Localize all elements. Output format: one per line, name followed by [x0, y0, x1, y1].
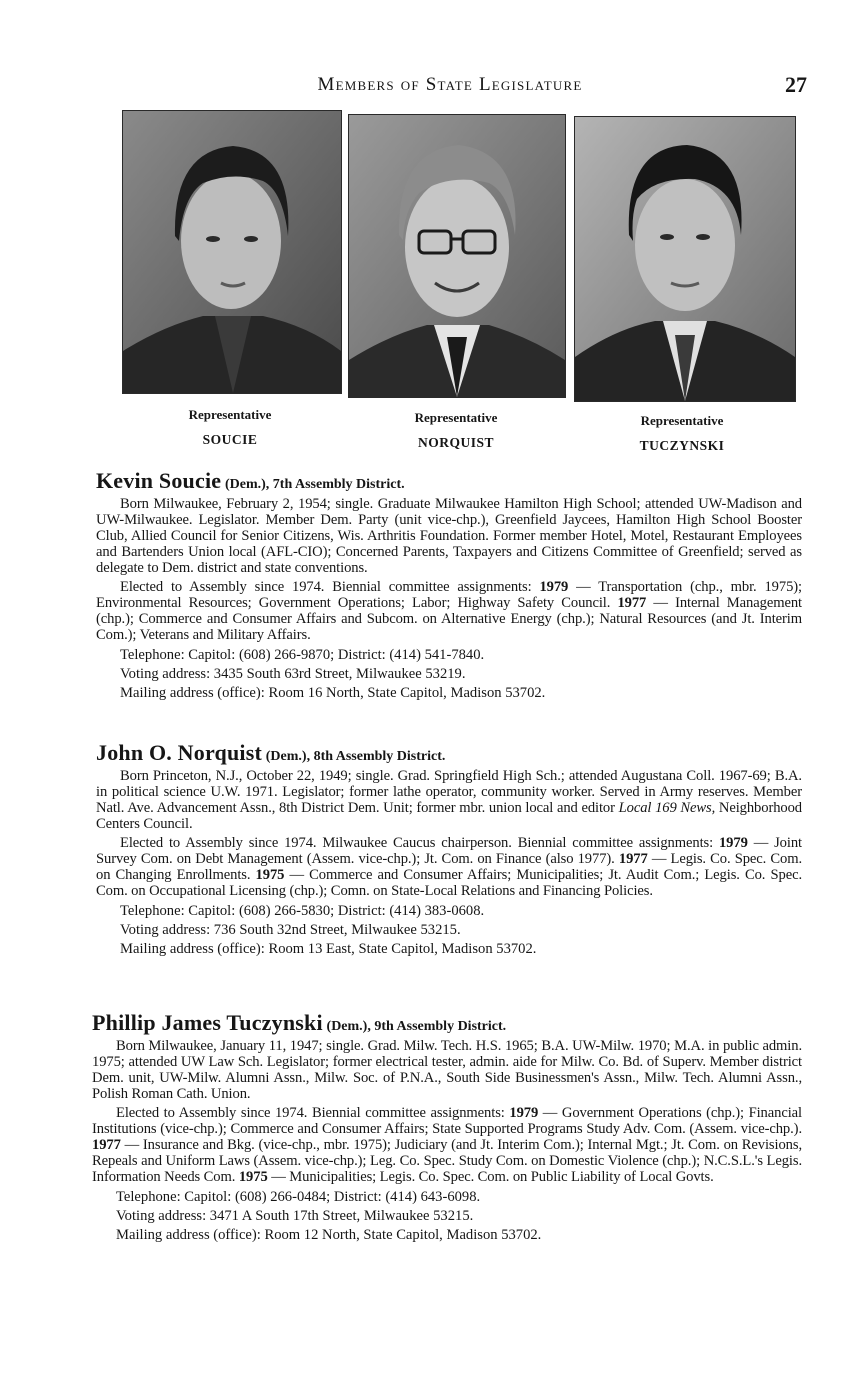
year-label: 1977	[618, 851, 648, 867]
year-label: 1977	[92, 1137, 121, 1153]
portrait-photo-soucie	[122, 110, 342, 394]
biography-soucie	[96, 468, 802, 703]
year-label: 1979	[509, 1105, 539, 1121]
portrait-photo-norquist	[348, 114, 566, 398]
biography-tuczynski	[92, 1010, 802, 1245]
year-label: 1979	[718, 835, 748, 851]
mailing-address: Mailing address (office): Room 16 North, State Capitol, Madison 53702.	[120, 685, 546, 701]
biography-heading	[96, 740, 802, 766]
caption-role: Representative	[188, 407, 272, 422]
text-run: — Transportation (chp., mbr. 1975); Environmental Resources; Government Operations; Labor; Highway Safety Council.	[96, 579, 802, 611]
mailing-address: Mailing address (office): Room 12 North, State Capitol, Madison 53702.	[116, 1227, 542, 1243]
text-run: Elected to Assembly since 1974. Biennial committee assignments:	[116, 1105, 510, 1121]
voting-address: Voting address: 736 South 32nd Street, Milwaukee 53215.	[120, 922, 461, 938]
text-run: Neighborhood Centers Council.	[96, 800, 803, 832]
mailing-address: Mailing address (office): Room 13 East, State Capitol, Madison 53702.	[120, 941, 537, 957]
text-run: — Insurance and Bkg. (vice-chp., mbr. 1975); Judiciary (and Jt. Interim Com.); Internal Mgt.; Jt. Com. on Revisions, Repeals and Uniform Laws (Assem. vice-chp.); Leg. Co. Spec. Study Com. on Domestic Violence (chp.); N.C.S.L.'s Legis. Information Needs Com.	[92, 1137, 802, 1185]
caption-role: Representative	[414, 410, 498, 425]
photo-caption-norquist	[346, 405, 566, 455]
member-affiliation: (Dem.), 8th Assembly District.	[265, 749, 446, 764]
page-number: 27	[785, 72, 807, 97]
caption-name: TUCZYNSKI	[639, 438, 725, 453]
caption-name: NORQUIST	[417, 435, 494, 450]
member-affiliation: (Dem.), 7th Assembly District.	[225, 477, 405, 492]
text-run: — Joint Survey Com. on Debt Management (Assem. vice-chp.); Jt. Com. on Finance (also 1977).	[96, 835, 802, 867]
biography-personal: Born Milwaukee, February 2, 1954; single. Graduate Milwaukee Hamilton High School; attended UW-Madison and UW-Milwaukee. Legislator. Member Dem. Party (unit vice-chp.), Greenfield Jaycees, Hamilton High School Booster Club, Allied Council for Senior Citizens, Wis. Arthritis Foundation. Former member Hotel, Motel, Restaurant Employees and Bartenders Union local (AFL-CIO); Concerned Parents, Taxpayers and Citizens Committee of Greenfield; served as delegate to Dem. district and state conventions.	[96, 496, 802, 576]
biography-heading	[96, 468, 802, 494]
member-affiliation: (Dem.), 9th Assembly District.	[326, 1019, 507, 1034]
year-label: 1979	[539, 579, 569, 595]
text-run: — Commerce and Consumer Affairs; Municipalities; Jt. Audit Com.; Legis. Co. Spec. Com. on Occupational Licensing (chp.); Comn. on State-Local Relations and Financing Policies.	[96, 867, 802, 899]
member-name: John O. Norquist	[96, 740, 263, 765]
biography-personal: Born Milwaukee, January 11, 1947; single. Grad. Milw. Tech. H.S. 1965; B.A. UW-Milw. 1970; M.A. in public admin. 1975; attended UW Law Sch. Legislator; former electrical tester, admin. aide for Milw. Co. Bd. of Superv. Member district Dem. unit, UW-Milw. Alumni Assn., Milw. Soc. of P.N.A., South Side Businessmen's Assn., Milw. Tech. Alumni Assn., Polish Roman Cath. Union.	[92, 1038, 802, 1102]
member-name: Phillip James Tuczynski	[92, 1010, 323, 1035]
voting-address: Voting address: 3435 South 63rd Street, Milwaukee 53219.	[120, 666, 466, 682]
running-header	[200, 74, 700, 96]
telephone-line: Telephone: Capitol: (608) 266-5830; District: (414) 383-0608.	[120, 903, 485, 919]
voting-address: Voting address: 3471 A South 17th Street, Milwaukee 53215.	[116, 1208, 474, 1224]
caption-role: Representative	[640, 413, 724, 428]
telephone-line: Telephone: Capitol: (608) 266-0484; District: (414) 643-6098.	[116, 1189, 481, 1205]
biography-norquist	[96, 740, 802, 959]
publication-title: Local 169 News,	[618, 800, 716, 816]
member-name: Kevin Soucie	[96, 468, 222, 493]
portrait-photo-tuczynski	[574, 116, 796, 402]
year-label: 1977	[617, 595, 647, 611]
biography-service	[92, 1105, 802, 1185]
biography-personal	[96, 768, 802, 832]
year-label: 1975	[238, 1169, 268, 1185]
text-run: — Government Operations (chp.); Financial Institutions (vice-chp.); Commerce and Consumer Affairs; State Supported Programs Study Adv. Com. (Assem. vice-chp.).	[92, 1105, 802, 1137]
photo-caption-tuczynski	[572, 408, 792, 458]
photo-caption-soucie	[120, 402, 340, 452]
text-run: Elected to Assembly since 1974. Biennial committee assignments:	[120, 579, 540, 595]
text-run: — Internal Management (chp.); Commerce and Consumer Affairs and Subcom. on Alternative Energy (chp.); Natural Resources (and Jt. Interim Com.); Veterans and Military Affairs.	[96, 595, 802, 643]
running-header-text: Members of State Legislature	[317, 74, 583, 95]
biography-heading	[92, 1010, 802, 1036]
telephone-line: Telephone: Capitol: (608) 266-9870; District: (414) 541-7840.	[120, 647, 485, 663]
year-label: 1975	[255, 867, 285, 883]
biography-service	[96, 835, 802, 899]
biography-service	[96, 579, 802, 643]
caption-name: SOUCIE	[202, 432, 258, 447]
text-run: Born Princeton, N.J., October 22, 1949; single. Grad. Springfield High Sch.; attended Augustana Coll. 1967-69; B.A. in political science U.W. 1971. Legislator; former lathe operator, community worker. Served in Army reserves. Member Natl. Ave. Advancement Assn., 8th District Dem. Unit; former mbr. union local and editor	[96, 768, 802, 816]
text-run: — Legis. Co. Spec. Com. on Changing Enrollments.	[96, 851, 803, 883]
text-run: Elected to Assembly since 1974. Milwaukee Caucus chairperson. Biennial committee assignments:	[120, 835, 719, 851]
text-run: — Municipalities; Legis. Co. Spec. Com. on Public Liability of Local Govts.	[267, 1169, 714, 1185]
